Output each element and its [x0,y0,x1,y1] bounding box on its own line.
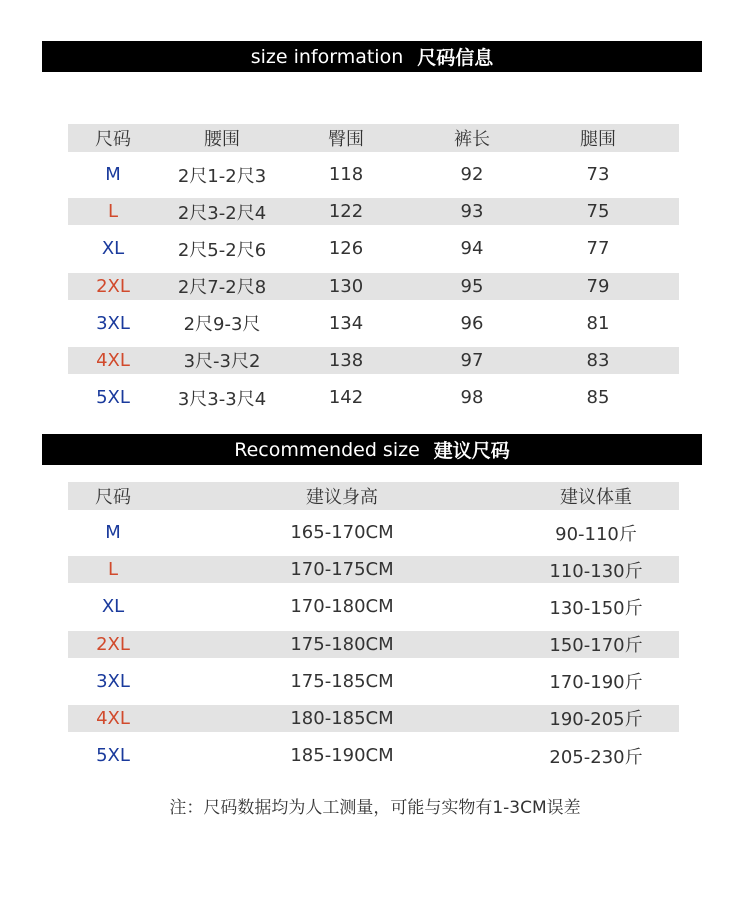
header-waist: 腰围 [204,129,240,150]
table-row [68,347,679,374]
table-row [68,235,679,262]
header-thigh: 腿围 [580,129,616,150]
weight-value: 150-170斤 [549,635,643,657]
waist-value: 2尺9-3尺 [183,314,261,336]
thigh-value: 83 [586,349,610,371]
thigh-value: 79 [586,275,610,297]
length-value: 96 [460,312,484,334]
waist-value: 3尺3-3尺4 [177,388,267,410]
height-value: 170-180CM [290,596,394,618]
header-weight: 建议体重 [560,487,632,508]
weight-value: 190-205斤 [549,709,643,731]
length-value: 93 [460,201,484,223]
size-label: 3XL [96,670,130,692]
size-label: L [107,559,119,581]
thigh-value: 85 [586,387,610,409]
table-row [68,273,679,300]
hip-value: 138 [328,349,364,371]
size-information-table [68,124,679,421]
length-value: 97 [460,349,484,371]
table-row [68,519,679,546]
length-value: 92 [460,164,484,185]
height-value: 170-175CM [290,559,394,581]
size-label: 5XL [96,745,130,767]
length-value: 98 [460,387,484,409]
thigh-value: 75 [586,201,610,223]
header-hip: 臀围 [328,129,364,150]
table-header-row [68,482,679,510]
height-value: 165-170CM [290,522,394,543]
weight-value: 205-230斤 [549,746,643,768]
recommended-size-table [68,482,679,779]
table-row [68,742,679,769]
height-value: 180-185CM [290,707,394,729]
size-label: 2XL [96,275,130,297]
height-value: 185-190CM [290,745,394,767]
table-row [68,593,679,620]
size-label: L [107,201,119,223]
weight-value: 130-150斤 [549,597,643,619]
size-label: 3XL [96,312,130,334]
header-height: 建议身高 [306,487,378,508]
size-label: 4XL [96,707,130,729]
length-value: 94 [460,238,484,260]
header-size: 尺码 [95,129,131,150]
thigh-value: 81 [586,312,610,334]
measurement-note: 注：尺码数据均为人工测量，可能与实物有1-3CM误差 [169,798,581,818]
header-length: 裤长 [454,129,490,150]
table-row [68,384,679,411]
size-label: 2XL [96,633,130,655]
size-label: M [105,522,121,543]
hip-value: 126 [328,238,364,260]
recommended-size-title-zh: 建议尺码 [433,440,510,462]
size-label: 4XL [96,349,130,371]
table-row [68,198,679,225]
table-row [68,705,679,732]
table-row [68,161,679,188]
weight-value: 170-190斤 [549,672,643,694]
size-information-title-zh: 尺码信息 [417,47,494,69]
hip-value: 122 [328,201,364,223]
hip-value: 142 [328,387,364,409]
length-value: 95 [460,275,484,297]
size-information-banner [42,41,702,72]
waist-value: 2尺3-2尺4 [177,202,267,224]
table-header-row [68,124,679,152]
thigh-value: 73 [586,164,610,185]
size-label: 5XL [96,387,130,409]
hip-value: 118 [328,164,364,185]
waist-value: 2尺1-2尺3 [177,165,267,187]
waist-value: 2尺5-2尺6 [177,239,267,261]
hip-value: 130 [328,275,364,297]
waist-value: 3尺-3尺2 [183,351,261,373]
hip-value: 134 [328,312,364,334]
table-row [68,668,679,695]
recommended-size-banner [42,434,702,465]
size-label: XL [101,238,125,260]
size-label: M [105,164,121,185]
size-information-title-en: size information [250,45,404,68]
height-value: 175-185CM [290,670,394,692]
height-value: 175-180CM [290,633,394,655]
size-label: XL [101,596,125,618]
recommended-size-title-en: Recommended size [234,438,420,461]
table-row [68,631,679,658]
thigh-value: 77 [586,238,610,260]
weight-value: 110-130斤 [549,560,643,582]
waist-value: 2尺7-2尺8 [177,277,267,299]
table-row [68,556,679,583]
table-row [68,310,679,337]
header-size: 尺码 [95,487,131,508]
weight-value: 90-110斤 [555,523,637,545]
